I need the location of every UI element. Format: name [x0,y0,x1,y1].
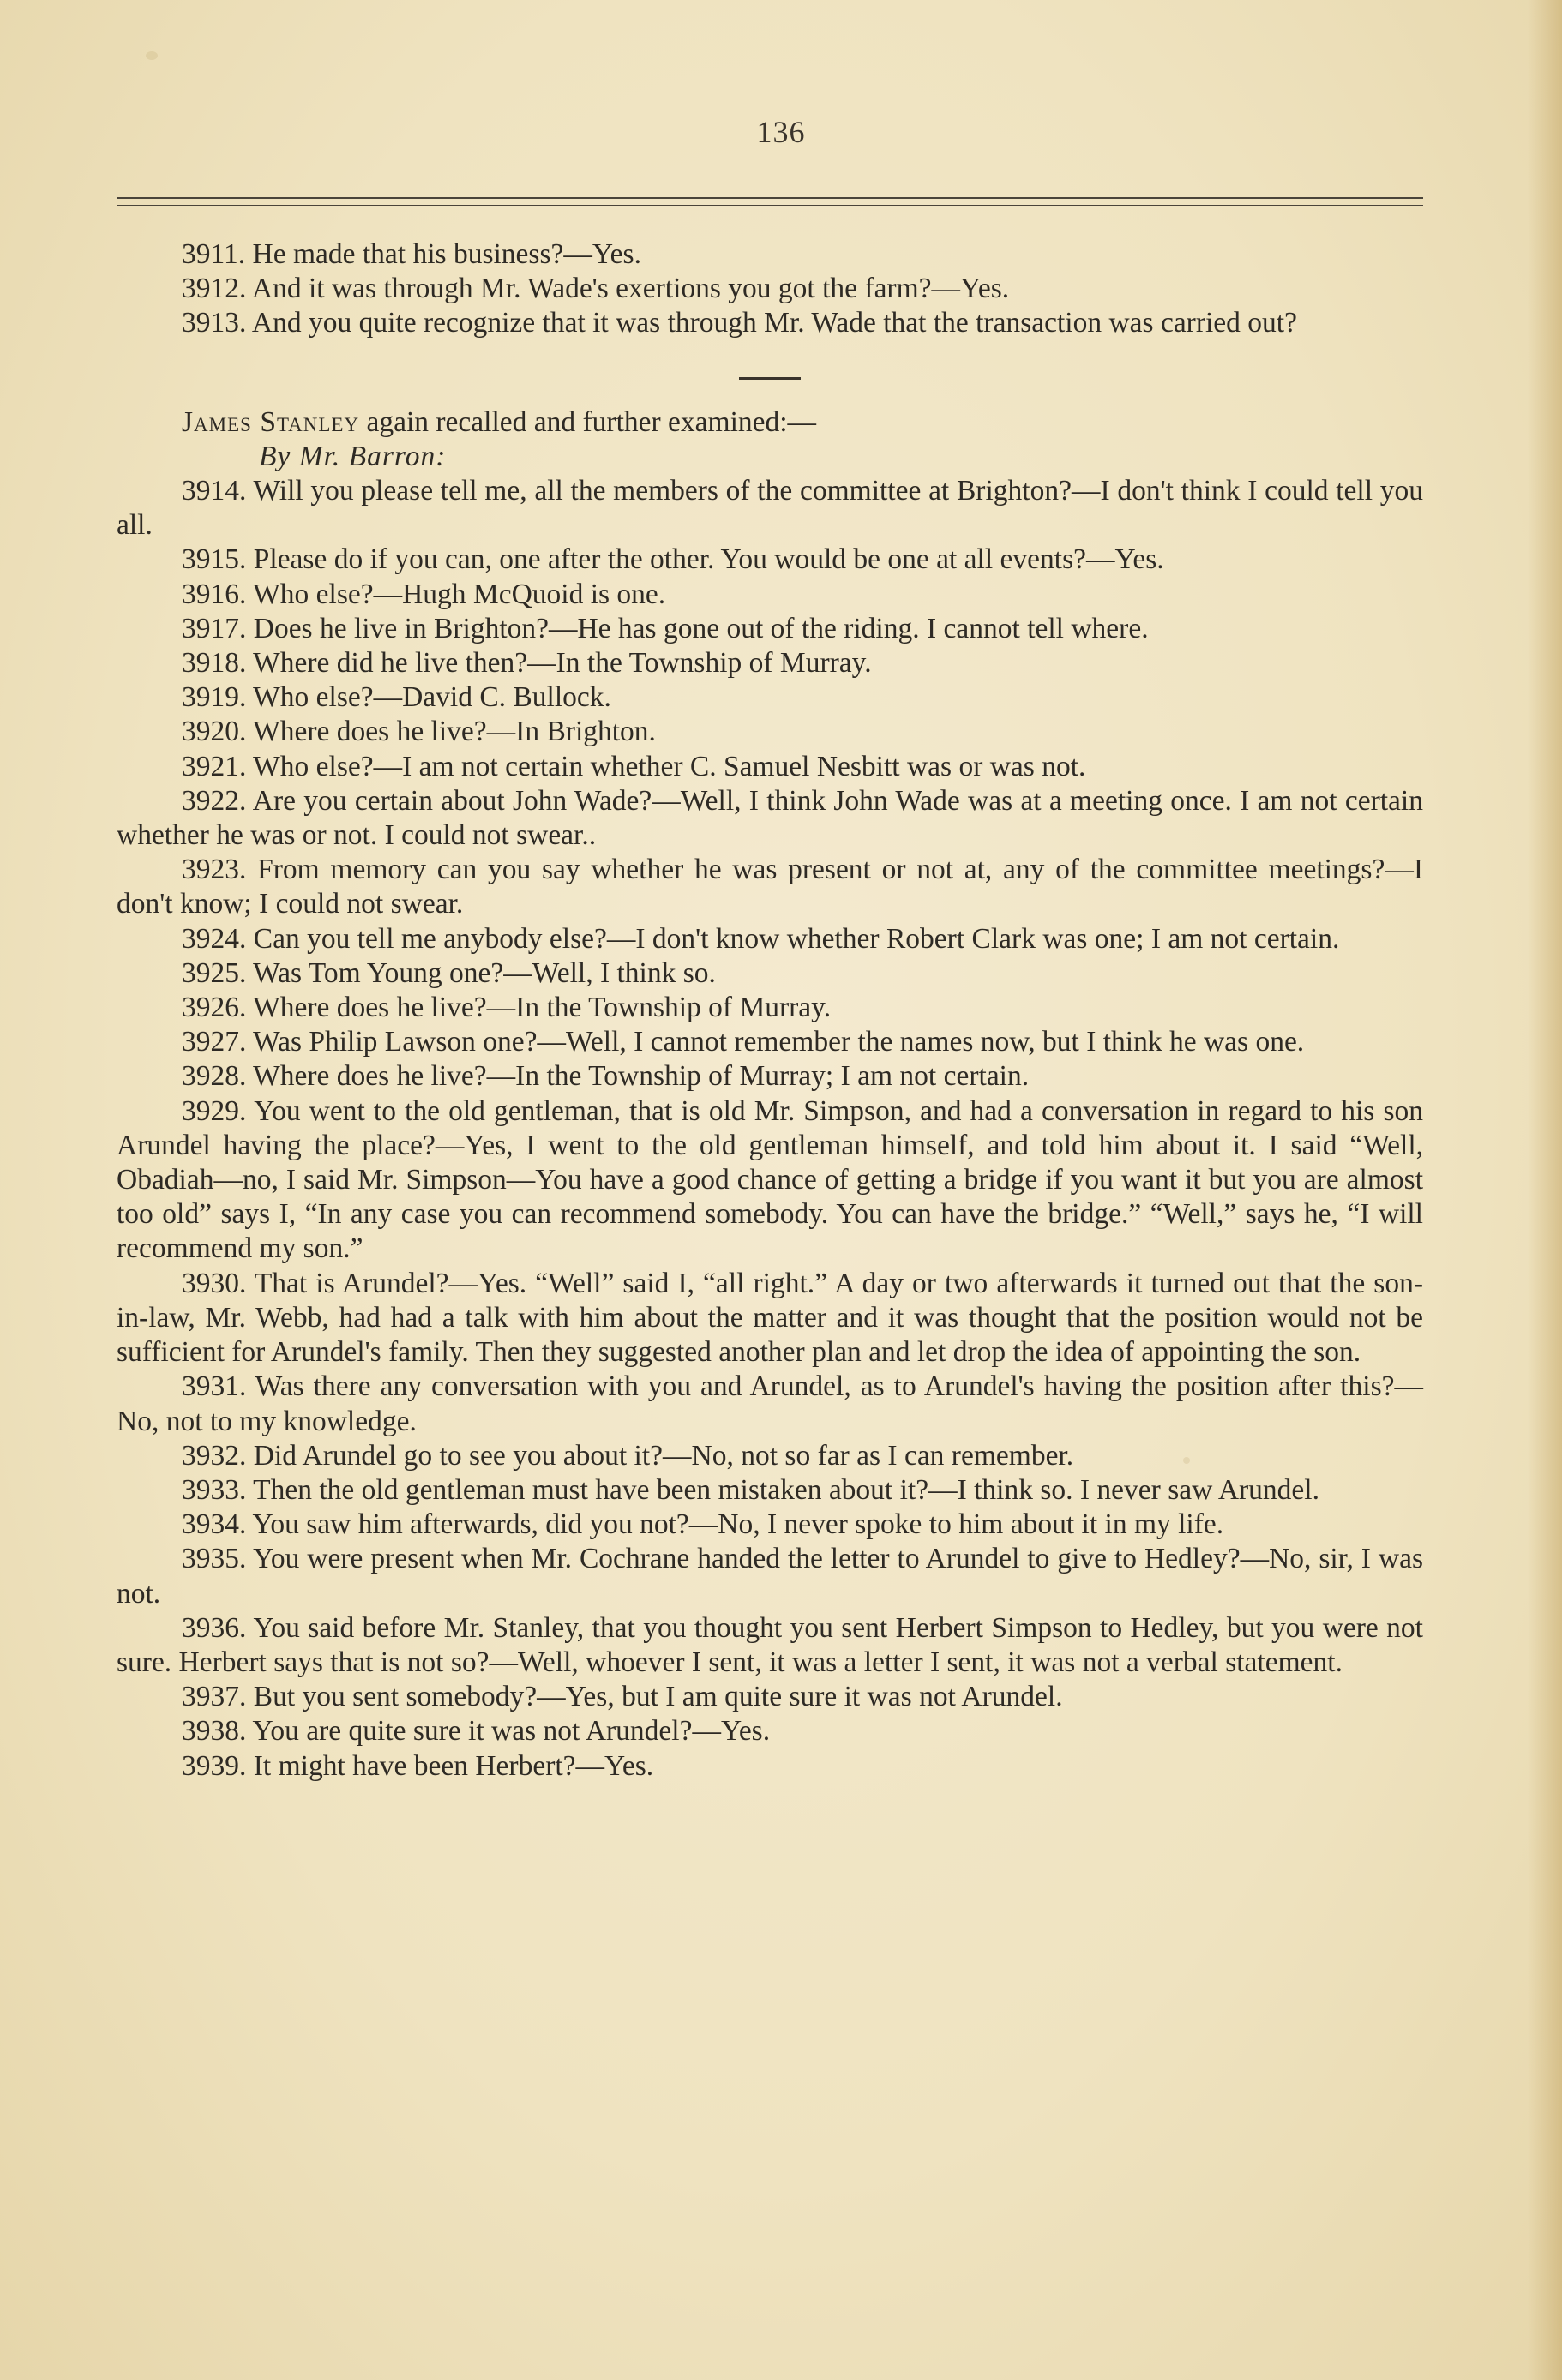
testimony-paragraph: 3933. Then the old gentleman must have been mistaken about it?—I think so. I never saw Arundel. [182,1473,1319,1506]
testimony-paragraph: 3913. And you quite recognize that it was through Mr. Wade that the transaction was carried out? [182,307,1297,339]
testimony-paragraph: 3939. It might have been Herbert?—Yes. [182,1749,654,1782]
testimony-paragraph: 3932. Did Arundel go to see you about it?—No, not so far as I can remember. [182,1439,1074,1472]
testimony-paragraph: 3918. Where did he live then?—In the Township of Murray. [182,647,872,680]
witness-heading [117,405,1423,440]
document-body [117,237,1423,1784]
page-edge-shading [1528,0,1562,2380]
witness-status: again recalled and further examined:— [366,405,817,438]
testimony-paragraph: 3929. You went to the old gentleman, that is old Mr. Simpson, and had a conversation in regard to his son Arundel having the place?—Yes, I went to the old gentleman himself, and told him about it. I said “Well, Obadiah—no, I said Mr. Simpson—You have a good chance of getting a bridge if you want it but you are almost too old” says I, “In any case you can recommend somebody. You can have the bridge.” “Well,” says he, “I will recommend my son.” [117,1094,1423,1265]
testimony-paragraph: 3919. Who else?—David C. Bullock. [182,681,611,714]
testimony-paragraph: 3930. That is Arundel?—Yes. “Well” said I, “all right.” A day or two afterwards it turned out that the son-in-law, Mr. Webb, had had a talk with him about the matter and it was thought that the position would not be sufficient for Arundel's family. Then they suggested another plan and let drop the idea of appointing the son. [117,1267,1423,1369]
testimony-paragraph: 3927. Was Philip Lawson one?—Well, I cannot remember the names now, but I think he was one. [182,1026,1305,1058]
testimony-paragraph: 3934. You saw him afterwards, did you not?—No, I never spoke to him about it in my life. [182,1508,1224,1541]
testimony-paragraph: 3921. Who else?—I am not certain whether C. Samuel Nesbitt was or was not. [182,750,1086,782]
testimony-paragraph: 3914. Will you please tell me, all the members of the committee at Brighton?—I don't think I could tell you all. [117,475,1423,542]
testimony-paragraph: 3920. Where does he live?—In Brighton. [182,716,656,748]
paper-stain [146,51,158,60]
witness-name: James Stanley [182,405,360,438]
testimony-paragraph: 3928. Where does he live?—In the Township of Murray; I am not certain. [182,1060,1030,1093]
testimony-paragraph: 3937. But you sent somebody?—Yes, but I am quite sure it was not Arundel. [182,1681,1063,1713]
testimony-paragraph: 3925. Was Tom Young one?—Well, I think so. [182,956,716,989]
testimony-paragraph: 3917. Does he live in Brighton?—He has gone out of the riding. I cannot tell where. [182,612,1149,644]
examiner-heading: By Mr. Barron: [259,440,447,472]
header-rule-thin [117,205,1423,206]
testimony-paragraph: 3924. Can you tell me anybody else?—I don't know whether Robert Clark was one; I am not certain. [182,922,1340,955]
testimony-paragraph: 3936. You said before Mr. Stanley, that you thought you sent Herbert Simpson to Hedley, but you were not sure. Herbert says that is not so?—Well, whoever I sent, it was a letter I sent, it was not a verbal statement. [117,1611,1423,1678]
testimony-paragraph: 3923. From memory can you say whether he was present or not at, any of the committee meetings?—I don't know; I could not swear. [117,854,1423,920]
testimony-paragraph: 3938. You are quite sure it was not Arundel?—Yes. [182,1715,771,1748]
testimony-paragraph: 3912. And it was through Mr. Wade's exertions you got the farm?—Yes. [182,273,1010,305]
testimony-paragraph: 3915. Please do if you can, one after the other. You would be one at all events?—Yes. [182,543,1164,576]
page-number: 136 [756,115,806,149]
header-rule [117,197,1423,199]
testimony-paragraph: 3922. Are you certain about John Wade?—Well, I think John Wade was at a meeting once. I am not certain whether he was or not. I could not swear.. [117,784,1423,852]
testimony-paragraph: 3935. You were present when Mr. Cochrane handed the letter to Arundel to give to Hedley?—No, sir, I was not. [117,1543,1423,1610]
testimony-paragraph: 3926. Where does he live?—In the Township of Murray. [182,992,832,1024]
testimony-paragraph: 3911. He made that his business?—Yes. [182,238,641,270]
section-divider [739,377,801,380]
testimony-paragraph: 3916. Who else?—Hugh McQuoid is one. [182,578,666,610]
testimony-paragraph: 3931. Was there any conversation with you and Arundel, as to Arundel's having the position after this?—No, not to my knowledge. [117,1370,1423,1437]
